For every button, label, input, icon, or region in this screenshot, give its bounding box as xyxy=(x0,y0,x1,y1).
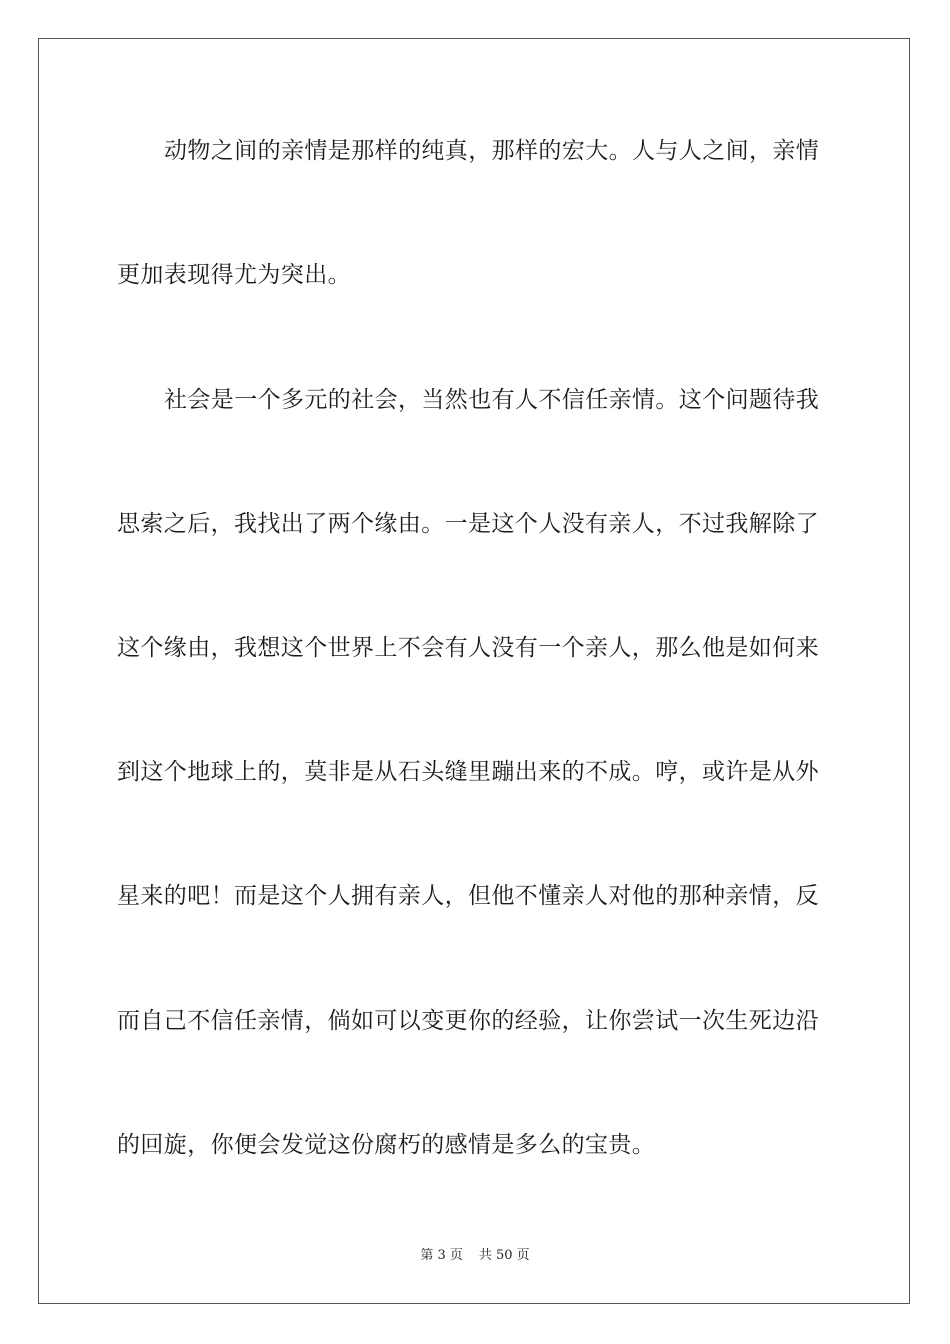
page-border xyxy=(38,38,910,1304)
paragraph-2-line-5: 星来的吧！而是这个人拥有亲人，但他不懂亲人对他的那种亲情，反 xyxy=(117,883,819,909)
paragraph-2-line-1: 社会是一个多元的社会，当然也有人不信任亲情。这个问题待我 xyxy=(164,387,820,413)
paragraph-1-line-2: 更加表现得尤为突出。 xyxy=(117,262,351,288)
paragraph-2-line-6: 而自己不信任亲情，倘如可以变更你的经验，让你尝试一次生死边沿 xyxy=(117,1008,819,1034)
paragraph-1-line-1: 动物之间的亲情是那样的纯真，那样的宏大。人与人之间，亲情 xyxy=(164,138,820,164)
page-number: 第 3 页 xyxy=(420,1248,463,1263)
paragraph-2-line-3: 这个缘由，我想这个世界上不会有人没有一个亲人，那么他是如何来 xyxy=(117,635,819,661)
paragraph-2-line-7: 的回旋，你便会发觉这份腐朽的感情是多么的宝贵。 xyxy=(117,1132,656,1158)
page-total: 共 50 页 xyxy=(478,1248,530,1263)
paragraph-2-line-4: 到这个地球上的，莫非是从石头缝里蹦出来的不成。哼，或许是从外 xyxy=(117,759,819,785)
page-footer xyxy=(0,1247,950,1265)
paragraph-2-line-2: 思索之后，我找出了两个缘由。一是这个人没有亲人，不过我解除了 xyxy=(117,511,819,537)
